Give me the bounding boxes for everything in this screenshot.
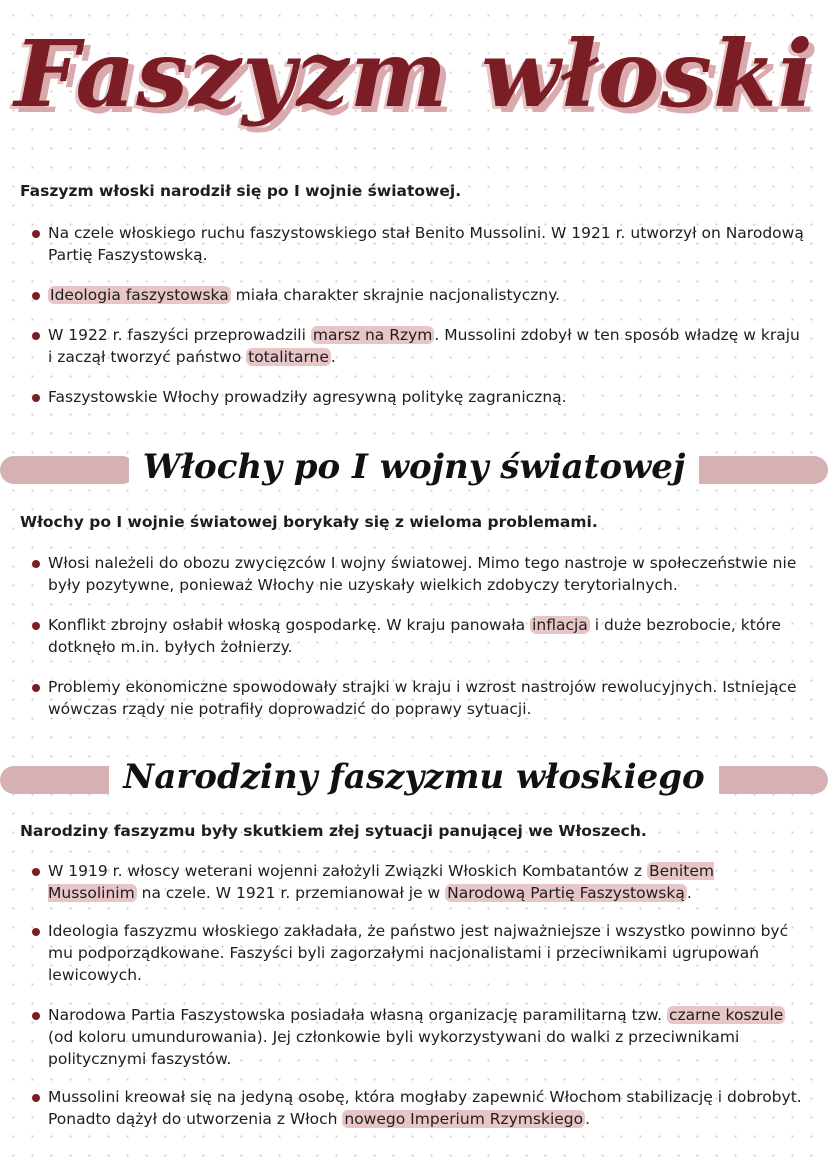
section-heading-narodziny (0, 752, 828, 802)
list-item (32, 1086, 804, 1130)
section-title: Narodziny faszyzmu włoskiego (109, 757, 718, 797)
list-item-text (48, 386, 804, 408)
list-item-text (48, 676, 804, 720)
bullet-dot (32, 684, 40, 692)
text-run: Włosi należeli do obozu zwycięzców I wojny światowej. Mimo tego nastroje w społeczeństwie nie były pozytywne, ponieważ Włochy nie uzyskały wielkich zdobyczy terytorialnych. (48, 554, 797, 594)
section-title: Włochy po I wojny światowej (129, 447, 700, 487)
text-run: W 1919 r. włoscy weterani wojenni założyli Związki Włoskich Kombatantów z (48, 862, 647, 880)
highlighted-term: inflacja (532, 616, 588, 634)
list-item-text (48, 222, 804, 266)
section-intro: Włochy po I wojnie światowej borykały się z wieloma problemami. (20, 513, 598, 531)
highlighted-term: marsz na Rzym (312, 326, 433, 344)
text-run: Mussolini kreował się na jedyną osobę, która mogłaby zapewnić Włochom stabilizację i dobrobyt. Ponadto dążył do utworzenia z Włoch (48, 1088, 802, 1128)
list-item-text (48, 324, 804, 368)
list-item (32, 324, 804, 368)
bullet-dot (32, 622, 40, 630)
text-run: . (686, 884, 692, 902)
section-heading-wlochy (0, 442, 828, 492)
text-run: miała charakter skrajnie nacjonalistyczny. (230, 286, 561, 304)
text-run: i duże bezrobocie, które dotknęło m.in. byłych żołnierzy. (48, 616, 781, 656)
text-run: Narodowa Partia Faszystowska posiadała własną organizację paramilitarną tzw. (48, 1006, 667, 1024)
bullet-dot (32, 230, 40, 238)
list-item-text (48, 1004, 804, 1070)
text-run: Konflikt zbrojny osłabił włoską gospodarkę. W kraju panowała (48, 616, 531, 634)
section-intro: Narodziny faszyzmu były skutkiem złej sytuacji panującej we Włoszech. (20, 822, 647, 840)
bullet-dot (32, 394, 40, 402)
text-run: W 1922 r. faszyści przeprowadzili (48, 326, 311, 344)
text-run: . (585, 1110, 591, 1128)
list-item (32, 920, 804, 986)
list-item (32, 552, 804, 596)
bullet-dot (32, 292, 40, 300)
bullet-dot (32, 928, 40, 936)
list-item (32, 860, 804, 904)
bullet-dot (32, 560, 40, 568)
bullet-dot (32, 332, 40, 340)
highlighted-term: totalitarne (248, 348, 329, 366)
list-item-text (48, 860, 804, 904)
highlighted-term: czarne koszule (668, 1006, 784, 1024)
page-title: Faszyzm włoski (14, 20, 814, 128)
bullet-dot (32, 1094, 40, 1102)
list-item-text (48, 1086, 804, 1130)
highlighted-term: Ideologia faszystowska (50, 286, 229, 304)
list-item (32, 1004, 804, 1070)
highlighted-term: nowego Imperium Rzymskiego (344, 1110, 584, 1128)
list-item-text (48, 614, 804, 658)
text-run: Na czele włoskiego ruchu faszystowskiego stał Benito Mussolini. W 1921 r. utworzył on Narodową Partię Faszystowską. (48, 224, 804, 264)
list-item (32, 386, 804, 408)
text-run: Problemy ekonomiczne spowodowały strajki w kraju i wzrost nastrojów rewolucyjnych. Istniejące wówczas rządy nie potrafiły doprowadzić do poprawy sytuacji. (48, 678, 797, 718)
highlighted-term: Benitem Mussolinim (48, 862, 714, 902)
text-run: (od koloru umundurowania). Jej członkowie byli wykorzystywani do walki z przeciwnikami politycznymi faszystów. (48, 1028, 740, 1068)
list-item (32, 284, 804, 306)
intro-text: Faszyzm włoski narodził się po I wojnie światowej. (20, 182, 462, 200)
text-run: na czele. W 1921 r. przemianował je w (136, 884, 446, 902)
text-run: . (330, 348, 336, 366)
bullet-dot (32, 1012, 40, 1020)
list-item-text (48, 284, 804, 306)
highlighted-term: Narodową Partię Faszystowską (447, 884, 685, 902)
text-run: Ideologia faszyzmu włoskiego zakładała, że państwo jest najważniejsze i wszystko powinno być mu podporządkowane. Faszyści byli zagorzałymi nacjonalistami i przeciwnikami ugrupowań lewicowych. (48, 922, 789, 984)
list-item-text (48, 920, 804, 986)
text-run: . Mussolini zdobył w ten sposób władzę w kraju i zaczął tworzyć państwo (48, 326, 800, 366)
list-item (32, 676, 804, 720)
list-item (32, 222, 804, 266)
text-run: Faszystowskie Włochy prowadziły agresywną politykę zagraniczną. (48, 388, 567, 406)
list-item (32, 614, 804, 658)
list-item-text (48, 552, 804, 596)
bullet-dot (32, 868, 40, 876)
